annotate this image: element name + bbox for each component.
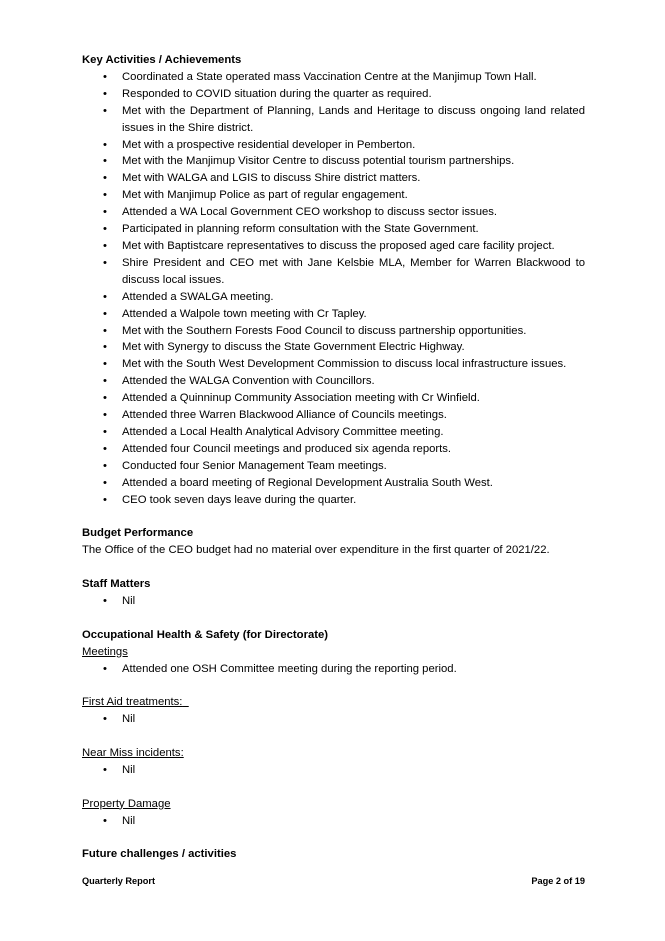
list-item: • Conducted four Senior Management Team meetings.	[82, 458, 585, 475]
list-item: • Attended a Local Health Analytical Advisory Committee meeting.	[82, 424, 585, 441]
first-aid-label: First Aid treatments:	[82, 696, 183, 709]
list-item: • Met with Baptistcare representatives to discuss the proposed aged care facility project.	[82, 238, 585, 255]
list-item: • Attended a SWALGA meeting.	[82, 289, 585, 306]
list-item: • CEO took seven days leave during the quarter.	[82, 492, 585, 509]
footer-report-title: Quarterly Report	[82, 876, 156, 886]
subheading-first-aid	[82, 694, 585, 711]
list-item: • Coordinated a State operated mass Vaccination Centre at the Manjimup Town Hall.	[82, 69, 585, 86]
subheading-near-miss	[82, 745, 585, 762]
list-item: • Nil	[82, 593, 585, 610]
list-item: • Attended the WALGA Convention with Councillors.	[82, 373, 585, 390]
section-heading-future-challenges: Future challenges / activities	[82, 848, 237, 861]
list-item: • Met with the South West Development Commission to discuss local infrastructure issues.	[82, 356, 585, 373]
list-item: • Nil	[82, 813, 585, 830]
subheading-meetings	[82, 644, 585, 661]
meetings-label: Meetings	[82, 645, 128, 658]
list-item: • Met with the Department of Planning, Lands and Heritage to discuss ongoing land related issues in the Shire district.	[82, 103, 585, 137]
property-damage-label: Property Damage	[82, 797, 171, 810]
list-item: • Nil	[82, 711, 585, 728]
page-content	[82, 52, 585, 863]
footer-page-number: Page 2 of 19	[531, 876, 585, 886]
subheading-property-damage	[82, 796, 585, 813]
section-heading-staff-matters: Staff Matters	[82, 578, 151, 591]
list-item: • Participated in planning reform consultation with the State Government.	[82, 221, 585, 238]
list-item: • Attended one OSH Committee meeting during the reporting period.	[82, 661, 585, 678]
list-item: • Responded to COVID situation during the quarter as required.	[82, 86, 585, 103]
section-heading-budget-performance: Budget Performance	[82, 527, 194, 540]
budget-performance-text: The Office of the CEO budget had no material over expenditure in the first quarter of 2021/22.	[82, 544, 550, 557]
list-item: • Met with Manjimup Police as part of regular engagement.	[82, 187, 585, 204]
property-damage-list	[82, 813, 585, 830]
list-item: • Shire President and CEO met with Jane Kelsbie MLA, Member for Warren Blackwood to discuss local issues.	[82, 255, 585, 289]
section-heading-ohs: Occupational Health & Safety (for Directorate)	[82, 628, 329, 641]
list-item: • Attended a Quinninup Community Association meeting with Cr Winfield.	[82, 390, 585, 407]
list-item: • Attended four Council meetings and produced six agenda reports.	[82, 441, 585, 458]
meetings-list	[82, 661, 585, 678]
near-miss-list	[82, 762, 585, 779]
first-aid-list	[82, 711, 585, 728]
list-item: • Met with Synergy to discuss the State Government Electric Highway.	[82, 339, 585, 356]
list-item: • Nil	[82, 762, 585, 779]
list-item: • Attended a board meeting of Regional Development Australia South West.	[82, 475, 585, 492]
key-activities-list	[82, 69, 585, 509]
list-item: • Attended a Walpole town meeting with Cr Tapley.	[82, 306, 585, 323]
list-item: • Attended a WA Local Government CEO workshop to discuss sector issues.	[82, 204, 585, 221]
staff-matters-list	[82, 593, 585, 610]
list-item: • Met with the Manjimup Visitor Centre to discuss potential tourism partnerships.	[82, 153, 585, 170]
list-item: • Met with the Southern Forests Food Council to discuss partnership opportunities.	[82, 323, 585, 340]
near-miss-label: Near Miss incidents:	[82, 747, 184, 760]
list-item: • Met with WALGA and LGIS to discuss Shire district matters.	[82, 170, 585, 187]
list-item: • Met with a prospective residential developer in Pemberton.	[82, 137, 585, 154]
section-heading-key-activities: Key Activities / Achievements	[82, 54, 242, 66]
page-footer	[82, 876, 585, 887]
list-item: • Attended three Warren Blackwood Alliance of Councils meetings.	[82, 407, 585, 424]
